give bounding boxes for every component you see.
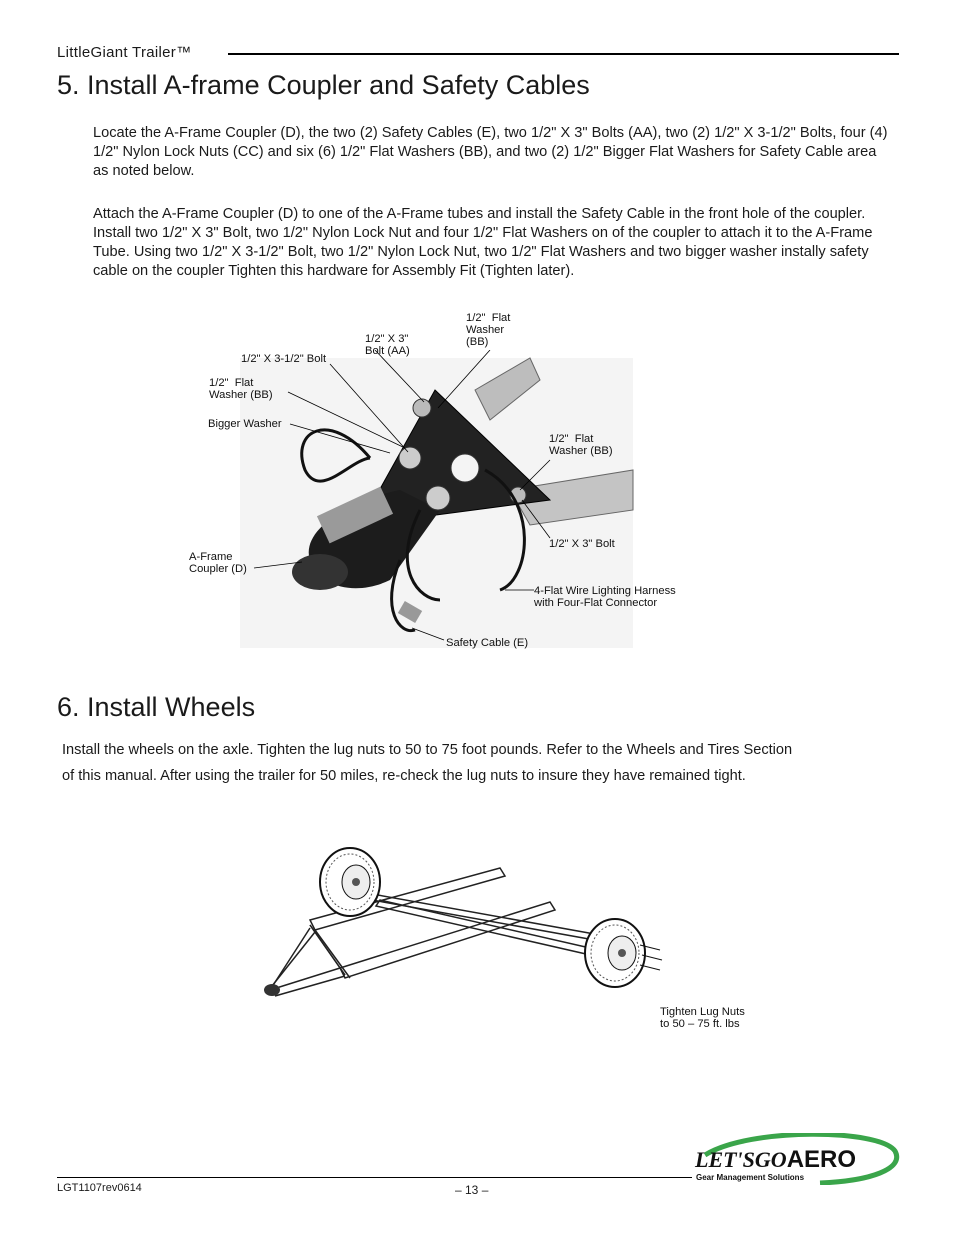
section6-para-line2: of this manual. After using the trailer for 50 miles, re-check the lug nuts to insure they have remained tight. — [62, 768, 746, 784]
section5-title: 5. Install A-frame Coupler and Safety Cables — [57, 70, 590, 100]
label-flat-washer-left: 1/2" Flat Washer (BB) — [209, 377, 273, 401]
label-bolt-3-5: 1/2" X 3-1/2" Bolt — [241, 353, 327, 365]
label-coupler: A-Frame Coupler (D) — [189, 551, 247, 575]
label-bolt-3-right: 1/2" X 3" Bolt — [549, 538, 615, 550]
label-safety-cable: Safety Cable (E) — [446, 637, 529, 649]
section6-para-line1: Install the wheels on the axle. Tighten the lug nuts to 50 to 75 foot pounds. Refer to the Wheels and Tires Section — [62, 742, 793, 758]
header-rule — [228, 53, 899, 55]
trailer-illustration — [250, 840, 670, 1020]
wheel-right — [585, 919, 645, 987]
wheel-left — [320, 848, 380, 916]
label-bigger-washer: Bigger Washer — [208, 418, 282, 430]
footer-doc-code: LGT1107rev0614 — [57, 1182, 142, 1194]
footer-rule — [57, 1177, 692, 1178]
letsgoaero-logo — [690, 1133, 900, 1185]
page-number: – 13 – — [455, 1183, 489, 1197]
section6-title: 6. Install Wheels — [57, 692, 256, 722]
label-tighten-lug-nuts: Tighten Lug Nuts to 50 – 75 ft. lbs — [660, 1006, 745, 1030]
svg-text:LET'SGOAERO: LET'SGOAERO — [695, 1146, 857, 1173]
svg-text:Gear Management Solutions: Gear Management Solutions — [696, 1173, 805, 1182]
label-harness: 4-Flat Wire Lighting Harness with Four-Flat Connector — [534, 585, 676, 609]
label-flat-washer-top: 1/2" Flat Washer (BB) — [466, 312, 511, 348]
label-bolt-aa: 1/2" X 3" Bolt (AA) — [365, 333, 410, 357]
label-flat-washer-right: 1/2" Flat Washer (BB) — [549, 433, 613, 457]
section5-para1: Locate the A-Frame Coupler (D), the two (2) Safety Cables (E), two 1/2" X 3" Bolts (AA), two (2) 1/2" X 3-1/2" Bolts, four (4) 1/2" Nylon Lock Nuts (CC) and six (6) 1/2" Flat Washers (BB), and two (2) 1/2" Bigger Flat Washers for Safety Cable area as noted below. — [93, 125, 888, 179]
section5-para2: Attach the A-Frame Coupler (D) to one of the A-Frame tubes and install the Safety Cable in the front hole of the coupler. Install two 1/2" X 3" Bolt, two 1/2" Nylon Lock Nut and four 1/2" Flat Washers on of the coupler to attach it to the A-Frame Tube. Using two 1/2" X 3-1/2" Bolt, two 1/2" Nylon Lock Nut, two 1/2" Flat Washers and two bigger washer instally safety cable on the coupler Tighten this hardware for Assembly Fit (Tighten later). — [93, 206, 873, 279]
brand-header: LittleGiant Trailer™ — [57, 44, 192, 61]
